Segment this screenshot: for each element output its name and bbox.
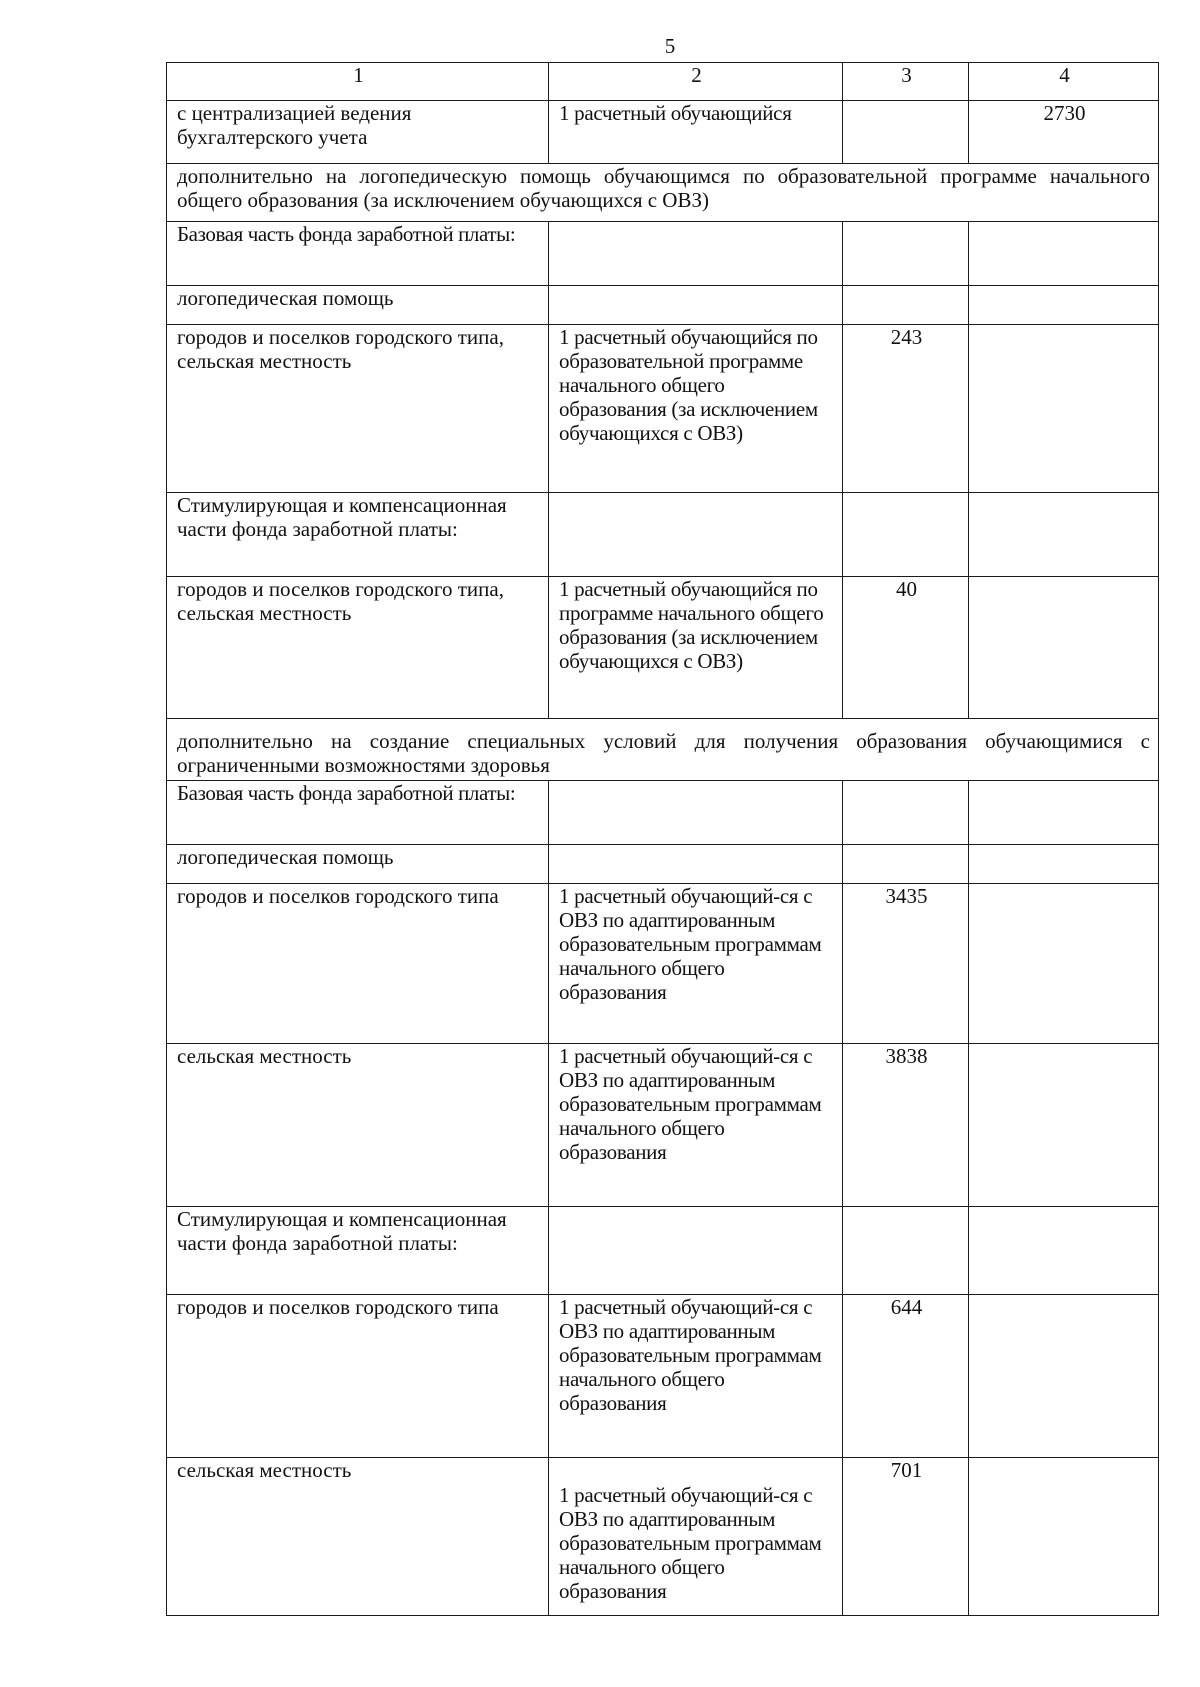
row-value4-cell: [969, 1044, 1159, 1207]
row-label: Стимулирующая и компенсационная части фонда заработной платы:: [167, 493, 549, 577]
empty-cell: [843, 493, 969, 577]
norms-table: [166, 62, 1159, 1616]
column-header-3: 3: [843, 63, 969, 101]
row-value4-cell: [969, 1458, 1159, 1616]
table-row: [167, 1044, 1159, 1207]
row-name-cell: сельская местность: [167, 1044, 549, 1207]
row-value4-cell: [969, 1295, 1159, 1458]
row-label: логопедическая помощь: [167, 286, 549, 325]
row-value4-cell: [969, 577, 1159, 719]
row-value3-cell: 701: [843, 1458, 969, 1616]
row-unit-cell: 1 расчетный обучающий-ся с ОВЗ по адаптированным образовательным программам начального общего образования: [549, 1044, 843, 1207]
row-unit-cell: 1 расчетный обучающий-ся с ОВЗ по адаптированным образовательным программам начального общего образования: [549, 884, 843, 1044]
row-name-cell: городов и поселков городского типа, сельская местность: [167, 577, 549, 719]
table-row: [167, 325, 1159, 493]
row-value3-cell: 3838: [843, 1044, 969, 1207]
empty-cell: [843, 286, 969, 325]
empty-cell: [843, 845, 969, 884]
row-unit-cell: 1 расчетный обучающий-ся с ОВЗ по адаптированным образовательным программам начального общего образования: [549, 1295, 843, 1458]
empty-cell: [843, 1207, 969, 1295]
row-unit-cell: 1 расчетный обучающийся по образовательной программе начального общего образования (за исключением обучающихся с ОВЗ): [549, 325, 843, 493]
label-row: [167, 493, 1159, 577]
row-value3-cell: [843, 101, 969, 164]
section-row: [167, 719, 1159, 781]
row-name-cell: городов и поселков городского типа: [167, 884, 549, 1044]
empty-cell: [969, 493, 1159, 577]
row-unit-cell: 1 расчетный обучающий-ся с ОВЗ по адаптированным образовательным программам начального общего образования: [549, 1458, 843, 1616]
label-row: [167, 286, 1159, 325]
row-name-cell: городов и поселков городского типа, сельская местность: [167, 325, 549, 493]
subhead-row: [167, 222, 1159, 286]
row-label: Стимулирующая и компенсационная части фонда заработной платы:: [167, 1207, 549, 1295]
row-value4-cell: [969, 325, 1159, 493]
subhead-label: Базовая часть фонда заработной платы:: [167, 781, 549, 845]
table-row: [167, 1295, 1159, 1458]
row-name-cell: сельская местность: [167, 1458, 549, 1616]
row-value3-cell: 3435: [843, 884, 969, 1044]
column-number-row: [167, 63, 1159, 101]
empty-cell: [549, 1207, 843, 1295]
row-label: логопедическая помощь: [167, 845, 549, 884]
empty-cell: [549, 286, 843, 325]
empty-cell: [549, 493, 843, 577]
row-value4-cell: [969, 884, 1159, 1044]
section-row: [167, 164, 1159, 222]
empty-cell: [969, 845, 1159, 884]
table-row: [167, 101, 1159, 164]
column-header-2: 2: [549, 63, 843, 101]
empty-cell: [969, 781, 1159, 845]
label-row: [167, 1207, 1159, 1295]
section-heading: дополнительно на создание специальных условий для получения образования обучающимися с ограниченными возможностями здоровья: [167, 719, 1159, 781]
row-name-cell: городов и поселков городского типа: [167, 1295, 549, 1458]
table-row: [167, 1458, 1159, 1616]
row-value4-cell: 2730: [969, 101, 1159, 164]
empty-cell: [843, 222, 969, 286]
empty-cell: [969, 286, 1159, 325]
empty-cell: [549, 781, 843, 845]
empty-cell: [549, 222, 843, 286]
empty-cell: [843, 781, 969, 845]
table-row: [167, 577, 1159, 719]
row-unit-cell: 1 расчетный обучающийся: [549, 101, 843, 164]
empty-cell: [549, 845, 843, 884]
section-heading: дополнительно на логопедическую помощь обучающимся по образовательной программе начального общего образования (за исключением обучающихся с ОВЗ): [167, 164, 1159, 222]
row-unit-cell: 1 расчетный обучающийся по программе начального общего образования (за исключением обучающихся с ОВЗ): [549, 577, 843, 719]
column-header-4: 4: [969, 63, 1159, 101]
empty-cell: [969, 222, 1159, 286]
page-number: 5: [664, 34, 676, 58]
table-row: [167, 884, 1159, 1044]
empty-cell: [969, 1207, 1159, 1295]
row-name-cell: с централизацией ведения бухгалтерского учета: [167, 101, 549, 164]
row-value3-cell: 40: [843, 577, 969, 719]
label-row: [167, 845, 1159, 884]
row-value3-cell: 243: [843, 325, 969, 493]
subhead-row: [167, 781, 1159, 845]
row-value3-cell: 644: [843, 1295, 969, 1458]
subhead-label: Базовая часть фонда заработной платы:: [167, 222, 549, 286]
column-header-1: 1: [167, 63, 549, 101]
